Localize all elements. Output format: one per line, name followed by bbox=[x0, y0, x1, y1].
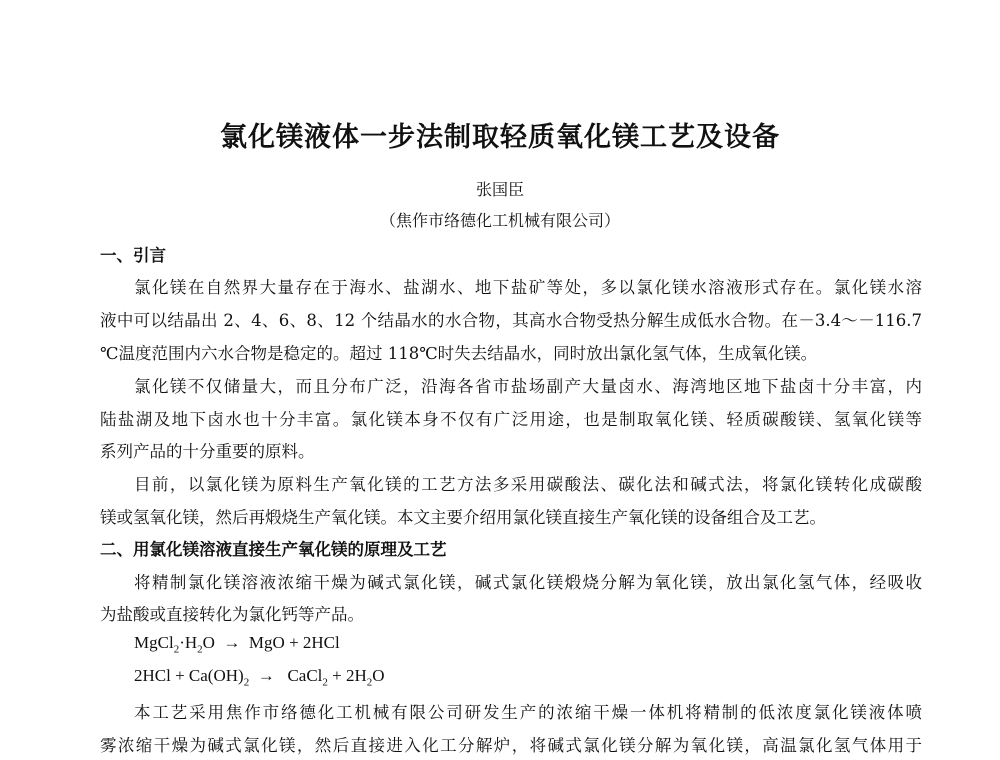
chemical-equation-1: $MgCl_2\cdot H_2O$ → MgO + 2HCl bbox=[134, 633, 340, 656]
chemical-equation-2: $2HCl + Ca(OH)_2$ → CaCl$_2$ + $2H_2O$ bbox=[134, 666, 385, 689]
paragraph-line: ℃温度范围内六水合物是稳定的。超过 118℃时失去结晶水，同时放出氯化氢气体，生成氧化镁。 bbox=[100, 344, 818, 363]
section-heading-principle: 二、用氯化镁溶液直接生产氧化镁的原理及工艺 bbox=[100, 540, 447, 559]
section-heading-intro: 一、引言 bbox=[100, 246, 166, 265]
reaction-arrow: → bbox=[223, 633, 241, 652]
paragraph-line: 液中可以结晶出 2、4、6、8、12 个结晶水的水合物，其高水合物受热分解生成低水合物。在－3.4～－116.7 bbox=[100, 311, 922, 330]
reaction-arrow: → bbox=[257, 666, 275, 685]
paragraph-line: 雾浓缩干燥为碱式氯化镁，然后直接进入化工分解炉，将碱式氯化镁分解为氧化镁，高温氯化氢气体用于 bbox=[100, 736, 922, 755]
paragraph-line: 系列产品的十分重要的原料。 bbox=[100, 442, 315, 461]
paragraph-line: 本工艺采用焦作市络德化工机械有限公司研发生产的浓缩干燥一体机将精制的低浓度氯化镁液体喷 bbox=[134, 703, 922, 722]
paragraph-line: 为盐酸或直接转化为氯化钙等产品。 bbox=[100, 605, 364, 624]
author-name: 张国臣 bbox=[475, 180, 524, 199]
paragraph-line: 氯化镁在自然界大量存在于海水、盐湖水、地下盐矿等处，多以氯化镁水溶液形式存在。氯化镁水溶 bbox=[134, 278, 922, 297]
paragraph-line: 将精制氯化镁溶液浓缩干燥为碱式氯化镁，碱式氯化镁煅烧分解为氧化镁，放出氯化氢气体，经吸收 bbox=[134, 573, 922, 592]
paragraph-line: 陆盐湖及地下卤水也十分丰富。氯化镁本身不仅有广泛用途，也是制取氧化镁、轻质碳酸镁、氢氧化镁等 bbox=[100, 410, 922, 429]
paper-title: 氯化镁液体一步法制取轻质氧化镁工艺及设备 bbox=[220, 122, 780, 153]
paragraph-line: 目前，以氯化镁为原料生产氧化镁的工艺方法多采用碳酸法、碳化法和碱式法，将氯化镁转化成碳酸 bbox=[134, 475, 922, 494]
paragraph-line: 氯化镁不仅储量大，而且分布广泛，沿海各省市盐场副产大量卤水、海湾地区地下盐卤十分丰富，内 bbox=[134, 377, 922, 396]
paragraph-line: 镁或氢氧化镁，然后再煅烧生产氧化镁。本文主要介绍用氯化镁直接生产氧化镁的设备组合及工艺。 bbox=[100, 508, 826, 527]
author-affiliation: （焦作市络德化工机械有限公司） bbox=[379, 211, 620, 230]
